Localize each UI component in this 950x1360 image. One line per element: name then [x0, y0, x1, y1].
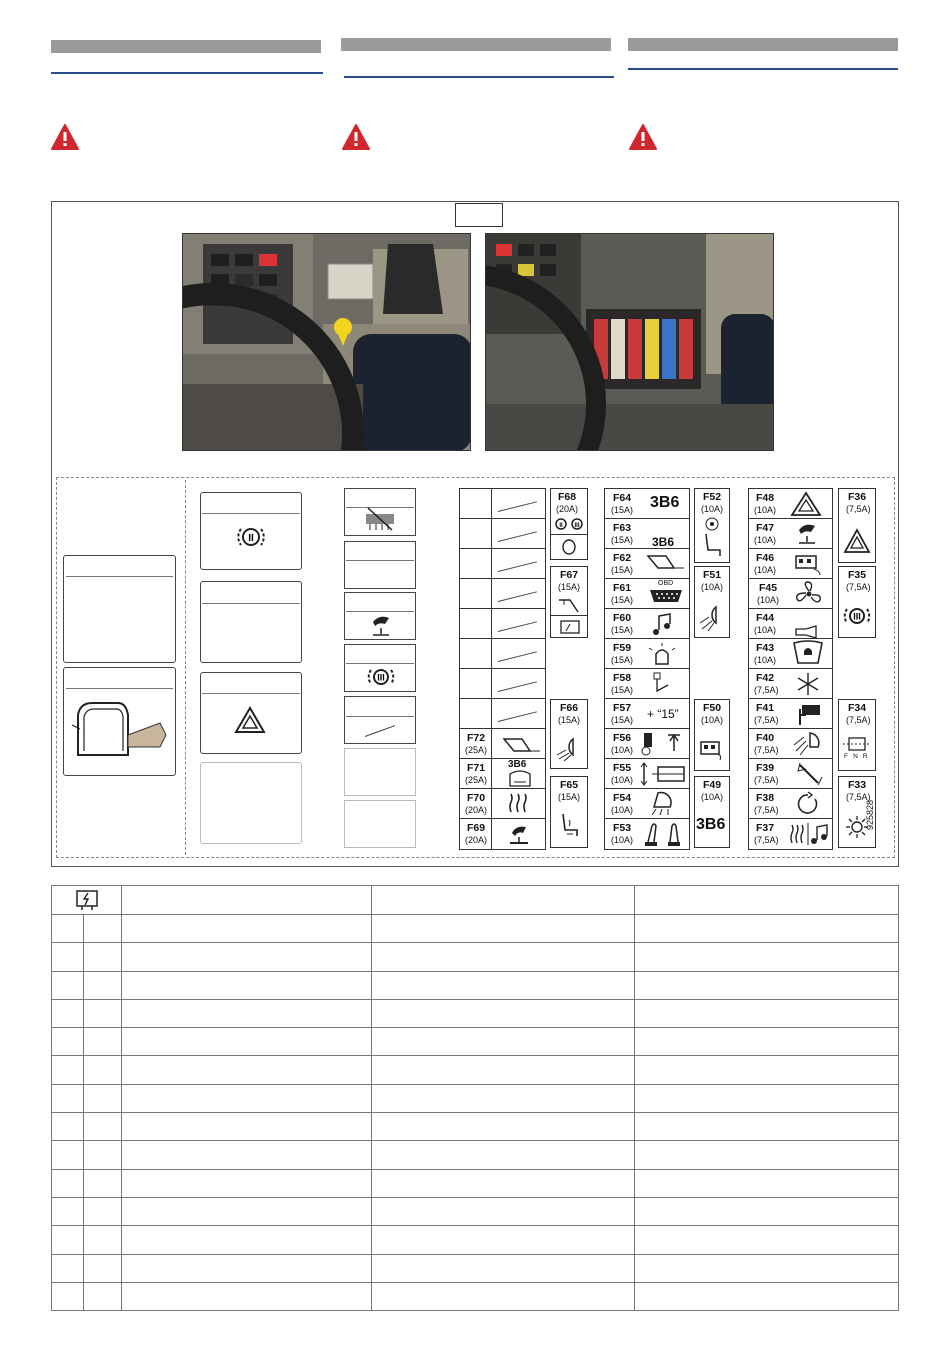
fuse-rating: (10A): [701, 582, 724, 592]
fuse-reference-table: [51, 885, 899, 1311]
music-icon: [650, 612, 674, 638]
fuse-rating: (10A): [701, 715, 724, 725]
fuse-code: F44: [756, 612, 775, 624]
headlight-icon: [555, 735, 583, 761]
table-row: [52, 1084, 899, 1112]
fuse-code: F62: [613, 552, 632, 564]
joystick-icon: [640, 731, 688, 757]
fuse-code: F56: [613, 732, 632, 744]
hazard-icon: [234, 706, 266, 734]
code-3b6-label: 3B6: [650, 494, 680, 511]
table-row: [52, 1028, 899, 1056]
panel-divider: [346, 663, 414, 664]
fuse-rating: (15A): [558, 792, 581, 802]
fuse-icon: [74, 889, 100, 911]
fuse-rating: (7,5A): [754, 715, 779, 725]
table-row: [52, 971, 899, 999]
fuse-rating: (10A): [754, 505, 777, 515]
seat-heater-icon: [557, 812, 581, 840]
panel-divider: [202, 693, 300, 694]
table-row: [52, 1282, 899, 1310]
fuse-rating: (10A): [754, 625, 777, 635]
fuse-code: F34: [848, 702, 867, 714]
fuse-rating: (7,5A): [846, 792, 871, 802]
legend-divider: [185, 480, 186, 855]
joystick-pair-icon: [640, 820, 686, 848]
table-header-row: [52, 886, 899, 915]
header-rule-right: [628, 68, 898, 70]
fnr-label: F N R: [844, 753, 869, 760]
seat-heater-icon: [700, 516, 724, 560]
fuse-code: F49: [703, 779, 722, 791]
fuse-code: F45: [759, 582, 778, 594]
fuse-code: F61: [613, 582, 632, 594]
fuse-box-photo: [485, 233, 774, 451]
fuse-rating: (20A): [465, 835, 488, 845]
fuse-code: F40: [756, 732, 775, 744]
rotation-icon: [795, 791, 821, 817]
panel-divider: [66, 576, 173, 577]
table-row: [52, 943, 899, 971]
fuse-code: F71: [467, 762, 486, 774]
work-lamp-icon: [650, 671, 676, 697]
cab-heater-icon: [504, 768, 536, 788]
fuse-code: F38: [756, 792, 775, 804]
washer-icon: [790, 639, 826, 667]
fuse-rating: (20A): [465, 805, 488, 815]
fuse-code: F60: [613, 612, 632, 624]
blank-panel: [200, 762, 302, 844]
obd-label: OBD: [658, 580, 674, 587]
fuse-code: F48: [756, 492, 775, 504]
rear-wiper-icon: [558, 619, 582, 635]
relay-icon: [362, 506, 398, 532]
code-3b6-label: 3B6: [652, 535, 675, 549]
table-row: [52, 915, 899, 943]
seat-presence-icon: [367, 612, 395, 638]
fuse-rating: (10A): [754, 655, 777, 665]
fuse-rating: (10A): [611, 805, 634, 815]
fuse-code: F64: [613, 492, 632, 504]
fuse-rating: (7,5A): [846, 715, 871, 725]
fuse-code: F63: [613, 522, 632, 534]
fuse-code: F67: [560, 569, 579, 581]
parking-brake-icon: [552, 516, 586, 532]
fuse-rating: (25A): [465, 775, 488, 785]
table-row: [52, 999, 899, 1027]
svg-text:III: III: [377, 672, 385, 683]
wiper-icon: [556, 596, 582, 614]
fuse-rating: (15A): [558, 715, 581, 725]
parking-brake-icon: [235, 523, 267, 551]
fuse-code: F42: [756, 672, 775, 684]
svg-text:II: II: [559, 523, 563, 529]
fuse-rating: (15A): [611, 655, 634, 665]
blank-panel: [344, 696, 416, 744]
axle-lock-icon: [638, 761, 688, 787]
fuse-code: F54: [613, 792, 632, 804]
battery-icon: [792, 551, 826, 577]
fuse-code: F66: [560, 702, 579, 714]
seat-presence-icon: [793, 520, 821, 547]
header-bar-middle: [341, 38, 611, 51]
fuse-code: F58: [613, 672, 632, 684]
svg-text:III: III: [853, 611, 861, 622]
fuse-code: F59: [613, 642, 632, 654]
hazard-icon: [843, 528, 871, 554]
fuse-code: F52: [703, 491, 722, 503]
fuse-code: F47: [756, 522, 775, 534]
fuse-rating: (15A): [611, 565, 634, 575]
fuse-code: F65: [560, 779, 579, 791]
fuse-rating: (15A): [611, 595, 634, 605]
camera-icon: [794, 701, 822, 727]
fuse-code: F57: [613, 702, 632, 714]
fuse-rating: (15A): [611, 505, 634, 515]
fuse-rating: (7,5A): [754, 775, 779, 785]
cab-icon: [70, 695, 170, 765]
fuse-code: F39: [756, 762, 775, 774]
seat-presence-icon: [506, 821, 532, 847]
warning-triangle-icon: [628, 123, 658, 151]
code-3b6-label: 3B6: [696, 816, 726, 833]
fuse-rating: (10A): [611, 775, 634, 785]
fuse-rating: (10A): [611, 745, 634, 755]
fuse-rating: (10A): [611, 835, 634, 845]
fuse-rating: (10A): [701, 504, 724, 514]
panel-divider: [66, 688, 173, 689]
beacon-icon: [648, 642, 676, 668]
blank-panel: [200, 581, 302, 663]
parking-brake-icon: [366, 665, 396, 689]
blank-panel: [344, 748, 416, 796]
fuse-rating: (15A): [611, 685, 634, 695]
transmission-icon: [841, 736, 873, 752]
heater-icon: [506, 792, 530, 816]
fuse-rating: (25A): [465, 745, 488, 755]
fuse-code: F46: [756, 552, 775, 564]
headlight-icon: [792, 731, 824, 757]
fuse-code: F69: [467, 822, 486, 834]
fuse-rating: (7,5A): [754, 745, 779, 755]
fuse-code: F36: [848, 491, 867, 503]
fuse-rating: (10A): [754, 565, 777, 575]
header-rule-middle: [344, 76, 614, 78]
fuse-rating: (7,5A): [846, 582, 871, 592]
header-bar-right: [628, 38, 898, 51]
warning-triangle-icon: [341, 123, 371, 151]
table-row: [52, 1113, 899, 1141]
cab-photo-steering: [182, 233, 471, 451]
dump-icon: [500, 733, 542, 755]
table-row: [52, 1197, 899, 1225]
fuse-code: F55: [613, 762, 632, 774]
code-3b6-label: 3B6: [508, 759, 527, 770]
fuse-rating: (7,5A): [754, 805, 779, 815]
table-row: [52, 1141, 899, 1169]
header-bar-left: [51, 40, 321, 53]
fuse-code: F51: [703, 569, 722, 581]
heater-music-icon: [788, 821, 830, 847]
snowflake-icon: [795, 671, 821, 697]
fuse-code: F41: [756, 702, 775, 714]
fuse-code: F37: [756, 822, 775, 834]
table-row: [52, 1169, 899, 1197]
brake-circle-icon: [561, 538, 577, 556]
fuse-rating: (20A): [556, 504, 579, 514]
fuse-rating: (15A): [611, 715, 634, 725]
fuse-rating: (7,5A): [846, 504, 871, 514]
fuse-code: F33: [848, 779, 867, 791]
fuse-rating: (7,5A): [754, 685, 779, 695]
header-rule-left: [51, 72, 323, 74]
table-row: [52, 1056, 899, 1084]
fuse-code: F43: [756, 642, 775, 654]
blank-panel: [344, 800, 416, 848]
panel-divider: [346, 716, 414, 717]
plus-15-label: + “15”: [647, 707, 679, 721]
fuse-code: F72: [467, 732, 486, 744]
fuse-code: F68: [558, 491, 577, 503]
blank-panel: [63, 555, 176, 663]
parking-brake-icon: [842, 603, 872, 629]
headlight-icon: [698, 603, 726, 631]
fuse-code: F53: [613, 822, 632, 834]
hazard-icon: [790, 491, 822, 517]
svg-text:II: II: [248, 533, 254, 544]
battery-icon: [698, 738, 726, 762]
dump-icon: [644, 552, 686, 574]
fuse-rating: (15A): [558, 582, 581, 592]
fuse-rating: (10A): [757, 595, 780, 605]
fuse-rating: (7,5A): [754, 835, 779, 845]
panel-divider: [202, 603, 300, 604]
figure-number: 925828: [865, 799, 875, 830]
fuse-rating: (15A): [611, 535, 634, 545]
fuse-code: F50: [703, 702, 722, 714]
fan-icon: [794, 580, 824, 608]
blank-panel: [344, 541, 416, 589]
fuse-code: F70: [467, 792, 486, 804]
boom-icon: [794, 761, 824, 787]
fuse-rating: (10A): [754, 535, 777, 545]
table-row: [52, 1254, 899, 1282]
horn-icon: [794, 625, 824, 639]
svg-text:III: III: [574, 523, 580, 529]
fuse-rating: (15A): [611, 625, 634, 635]
panel-divider: [346, 560, 414, 561]
fuse-rating: (10A): [701, 792, 724, 802]
figure-tab: [455, 203, 503, 227]
headlight-icon: [648, 791, 680, 817]
warning-triangle-icon: [50, 123, 80, 151]
table-row: [52, 1226, 899, 1254]
fuse-code: F35: [848, 569, 867, 581]
panel-divider: [202, 513, 300, 514]
obd-connector-icon: [648, 588, 684, 604]
